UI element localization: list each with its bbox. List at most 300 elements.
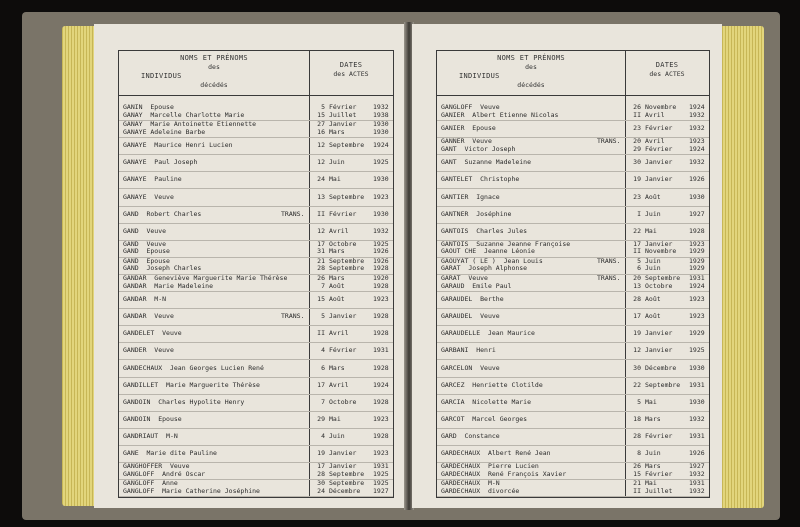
date-year: 1930: [373, 120, 389, 129]
date-year: 1932: [689, 469, 705, 478]
date-month: Mai: [329, 414, 341, 423]
date-day: II: [633, 247, 641, 256]
date-day: 24: [317, 486, 325, 495]
date-day: 5: [321, 103, 325, 111]
register-row: [119, 325, 393, 343]
person-name: GARDECHAUX Pierre Lucien: [441, 462, 539, 471]
person-name: GANDECHAUX Jean Georges Lucien René: [123, 363, 264, 372]
date-day: 8: [637, 449, 641, 457]
date-year: 1925: [373, 158, 389, 167]
register-row: [119, 445, 393, 463]
register-row: [437, 206, 709, 224]
register-row: [437, 479, 709, 497]
left-page: [94, 24, 406, 508]
date-day: 30: [633, 363, 641, 372]
date-day: 5: [321, 312, 325, 321]
person-name: GANGLOFF Marie Catherine Joséphine: [123, 486, 260, 495]
date-day: 15: [633, 469, 641, 478]
date-year: 1928: [373, 363, 389, 372]
person-name: GAND Veuve: [123, 226, 167, 235]
register-row: [437, 411, 709, 429]
date-day: 12: [317, 158, 325, 167]
person-name: GANTIER Ignace: [441, 192, 500, 201]
register-row: [437, 308, 709, 326]
date-year: 1923: [373, 449, 389, 457]
person-name: GANIER Albert Etienne Nicolas: [441, 110, 559, 119]
dates-header: [309, 61, 393, 79]
register-row: [119, 377, 393, 395]
date-day: II: [317, 209, 325, 218]
trans-note: TRANS.: [281, 209, 305, 218]
date-year: 1938: [373, 110, 389, 119]
date-month: Février: [645, 469, 673, 478]
date-month: Juin: [645, 256, 661, 265]
date-year: 1925: [689, 346, 705, 355]
date-day: 30: [633, 158, 641, 167]
person-name: GANAYE Veuve: [123, 192, 174, 201]
date-day: 6: [321, 363, 325, 372]
register-row: [437, 360, 709, 378]
date-month: Avril: [645, 137, 665, 146]
date-day: 28: [317, 469, 325, 478]
register-row: [119, 206, 393, 224]
date-month: Novembre: [645, 247, 677, 256]
date-day: 13: [317, 192, 325, 201]
date-year: 1931: [689, 380, 705, 389]
date-month: Juillet: [329, 110, 357, 119]
date-month: Décembre: [645, 363, 677, 372]
date-month: Février: [645, 124, 673, 133]
date-month: Février: [645, 431, 673, 440]
dates-title: DATES: [339, 61, 363, 69]
date-month: Mai: [645, 479, 657, 488]
person-name: GARAT Joseph Alphonse: [441, 264, 528, 273]
date-year: 1926: [373, 256, 389, 265]
date-day: 17: [633, 312, 641, 321]
date-month: Mars: [329, 247, 345, 256]
date-month: Février: [645, 144, 673, 153]
date-day: 7: [321, 281, 325, 290]
register-row: [119, 223, 393, 241]
date-year: 1923: [689, 239, 705, 248]
date-month: Août: [645, 312, 661, 321]
date-year: 1931: [373, 346, 389, 355]
date-year: 1932: [689, 486, 705, 495]
date-year: 1931: [689, 431, 705, 440]
date-day: 12: [317, 141, 325, 150]
person-name: GANTOIS Charles Jules: [441, 226, 528, 235]
person-name: GANDILLET Marie Marguerite Thérèse: [123, 380, 260, 389]
person-name: GANAY Marcelle Charlotte Marie: [123, 110, 245, 119]
person-name: GARCEZ Henriette Clotilde: [441, 380, 543, 389]
date-year: 1932: [689, 110, 705, 119]
date-month: Mars: [329, 127, 345, 136]
date-day: II: [633, 110, 641, 119]
date-day: 6: [637, 264, 641, 273]
names-title: NOMS ET PRÉNOMS: [180, 54, 248, 62]
person-name: GANTELET Christophe: [441, 175, 520, 184]
date-month: Juin: [329, 431, 345, 440]
register-row: [119, 103, 393, 121]
date-year: 1927: [373, 486, 389, 495]
register-row: [437, 377, 709, 395]
register-row: [437, 445, 709, 463]
date-month: Janvier: [329, 312, 357, 321]
register-row: [119, 137, 393, 155]
register-row: [119, 479, 393, 497]
person-name: GARDECHAUX M-N: [441, 479, 500, 488]
date-day: 5: [637, 256, 641, 265]
date-year: 1928: [373, 431, 389, 440]
person-name: GAOUYAT ( LE ) Jean Louis: [441, 256, 543, 265]
register-row: [437, 189, 709, 207]
date-day: 19: [633, 329, 641, 338]
date-day: 30: [317, 479, 325, 488]
date-day: 16: [317, 127, 325, 136]
date-year: 1923: [373, 295, 389, 304]
date-year: 1924: [689, 281, 705, 290]
date-month: Février: [329, 103, 357, 111]
date-day: 12: [633, 346, 641, 355]
person-name: GANDER Veuve: [123, 346, 174, 355]
date-day: 21: [317, 256, 325, 265]
person-name: GANAYE Paul Joseph: [123, 158, 198, 167]
date-year: 1932: [373, 103, 389, 111]
person-name: GANAYE Adeleine Barbe: [123, 127, 206, 136]
header-divider: [119, 95, 393, 96]
person-name: GAND Epouse: [123, 247, 170, 256]
date-day: 20: [633, 137, 641, 146]
person-name: GANGHOFFER Veuve: [123, 462, 190, 471]
date-day: 19: [633, 175, 641, 184]
date-day: 31: [317, 247, 325, 256]
date-day: 23: [633, 124, 641, 133]
date-day: II: [633, 486, 641, 495]
individus-label: INDIVIDUS: [141, 72, 182, 80]
register-row: [437, 291, 709, 309]
date-day: 17: [317, 239, 325, 248]
person-name: GAND Epouse: [123, 256, 170, 265]
register-row: [119, 428, 393, 446]
date-year: 1932: [689, 414, 705, 423]
date-month: Avril: [329, 380, 349, 389]
person-name: GARAUDEL Berthe: [441, 295, 504, 304]
date-day: 4: [321, 431, 325, 440]
register-row: [437, 120, 709, 138]
person-name: GARAUDELLE Jean Maurice: [441, 329, 535, 338]
date-month: Septembre: [329, 264, 365, 273]
date-year: 1923: [373, 414, 389, 423]
date-year: 1930: [373, 127, 389, 136]
left-page-edges: [62, 26, 96, 506]
date-year: 1928: [373, 264, 389, 273]
decedes-label: décédés: [200, 81, 228, 89]
date-year: 1931: [689, 479, 705, 488]
trans-note: TRANS.: [281, 312, 305, 321]
date-day: 15: [317, 295, 325, 304]
date-month: Janvier: [645, 329, 673, 338]
person-name: GARD Constance: [441, 431, 500, 440]
register-row: [437, 223, 709, 241]
date-month: Janvier: [645, 158, 673, 167]
trans-note: TRANS.: [597, 274, 621, 282]
date-month: Juin: [645, 209, 661, 218]
date-year: 1927: [689, 462, 705, 471]
date-day: 28: [317, 264, 325, 273]
date-year: 1926: [689, 449, 705, 457]
date-year: 1926: [689, 175, 705, 184]
date-month: Janvier: [329, 120, 357, 129]
date-year: 1923: [689, 312, 705, 321]
date-month: Avril: [329, 226, 349, 235]
date-month: Février: [329, 346, 357, 355]
register-row: [437, 428, 709, 446]
date-month: Août: [329, 281, 345, 290]
date-year: 1930: [689, 363, 705, 372]
date-month: Mars: [645, 462, 661, 471]
register-row: [119, 154, 393, 172]
person-name: GANT Suzanne Madeleine: [441, 158, 532, 167]
person-name: GANDRIAUT M-N: [123, 431, 178, 440]
person-name: GANGLOFF Veuve: [441, 103, 500, 111]
date-month: Septembre: [645, 380, 681, 389]
register-row: [119, 411, 393, 429]
date-month: Décembre: [329, 486, 361, 495]
date-day: 23: [633, 192, 641, 201]
person-name: GANDAR Geneviève Marguerite Marie Thérèse: [123, 274, 288, 282]
person-name: GARAUD Emile Paul: [441, 281, 512, 290]
person-name: GARAT Veuve: [441, 274, 488, 282]
register-row: [119, 120, 393, 138]
person-name: GARDECHAUX René François Xavier: [441, 469, 567, 478]
date-year: 1931: [689, 274, 705, 282]
date-day: 26: [633, 462, 641, 471]
date-day: 13: [633, 281, 641, 290]
date-day: 27: [317, 120, 325, 129]
person-name: GARCIA Nicolette Marie: [441, 397, 532, 406]
date-year: 1925: [373, 469, 389, 478]
person-name: GANGLOFF André Oscar: [123, 469, 206, 478]
date-year: 1929: [689, 264, 705, 273]
date-month: Août: [329, 295, 345, 304]
register-row: [119, 462, 393, 480]
person-name: GANAY Marie Antoinette Etiennette: [123, 120, 257, 129]
person-name: GARBANI Henri: [441, 346, 496, 355]
date-day: 5: [637, 397, 641, 406]
person-name: GARCELON Veuve: [441, 363, 500, 372]
date-year: 1924: [689, 103, 705, 111]
date-month: Janvier: [329, 449, 357, 457]
des-actes-label: des ACTES: [333, 70, 369, 78]
date-month: Septembre: [329, 469, 365, 478]
register-row: [119, 394, 393, 412]
register-row: [437, 342, 709, 360]
person-name: GARCOT Marcel Georges: [441, 414, 528, 423]
left-register-table: [118, 50, 394, 498]
names-des: des: [525, 63, 537, 71]
decedes-label: décédés: [517, 81, 545, 89]
date-year: 1932: [373, 226, 389, 235]
person-name: GANDAR M-N: [123, 295, 167, 304]
date-year: 1928: [373, 397, 389, 406]
date-year: 1926: [373, 247, 389, 256]
header-divider: [437, 95, 709, 96]
person-name: GANGLOFF Anne: [123, 479, 178, 488]
register-row: [119, 360, 393, 378]
names-title: NOMS ET PRÉNOMS: [497, 54, 565, 62]
person-name: GANAYE Maurice Henri Lucien: [123, 141, 233, 150]
person-name: GAND Robert Charles: [123, 209, 202, 218]
person-name: GAND Joseph Charles: [123, 264, 202, 273]
person-name: GANDAR Veuve: [123, 312, 174, 321]
names-header: [437, 54, 625, 90]
date-year: 1920: [373, 274, 389, 282]
date-month: Octobre: [329, 397, 357, 406]
date-year: 1925: [373, 479, 389, 488]
right-page: [412, 24, 722, 508]
trans-note: TRANS.: [597, 256, 621, 265]
register-row: [437, 137, 709, 155]
date-day: 26: [633, 103, 641, 111]
date-month: Janvier: [329, 462, 357, 471]
date-day: 18: [633, 414, 641, 423]
right-page-edges: [720, 26, 764, 508]
date-year: 1923: [373, 192, 389, 201]
register-row: [437, 274, 709, 292]
date-month: Juillet: [645, 486, 673, 495]
register-row: [437, 325, 709, 343]
person-name: GARAUDEL Veuve: [441, 312, 500, 321]
date-year: 1929: [689, 329, 705, 338]
date-month: Mai: [329, 175, 341, 184]
date-day: 28: [633, 431, 641, 440]
register-row: [119, 308, 393, 326]
date-day: 21: [633, 479, 641, 488]
date-day: 22: [633, 226, 641, 235]
date-month: Septembre: [329, 192, 365, 201]
date-month: Avril: [645, 110, 665, 119]
date-day: 29: [317, 414, 325, 423]
date-year: 1929: [689, 247, 705, 256]
date-month: Juin: [645, 449, 661, 457]
person-name: GANE Marie dite Pauline: [123, 449, 217, 457]
date-month: Mai: [645, 226, 657, 235]
date-year: 1924: [689, 144, 705, 153]
dates-title: DATES: [655, 61, 679, 69]
date-day: 17: [633, 239, 641, 248]
date-year: 1932: [689, 158, 705, 167]
person-name: GANDAR Marie Madeleine: [123, 281, 214, 290]
date-month: Septembre: [645, 274, 681, 282]
person-name: GAOUT CHE Jeanne Léonie: [441, 247, 535, 256]
date-day: 4: [321, 346, 325, 355]
person-name: GANDOIN Charles Hypolite Henry: [123, 397, 245, 406]
person-name: GARDECHAUX Albert René Jean: [441, 449, 551, 457]
names-header: [119, 54, 309, 90]
dates-header: [625, 61, 709, 79]
date-month: Août: [645, 295, 661, 304]
date-day: 29: [633, 144, 641, 153]
date-year: 1928: [373, 329, 389, 338]
person-name: GANTNER Joséphine: [441, 209, 512, 218]
date-year: 1927: [689, 209, 705, 218]
date-month: Février: [329, 209, 357, 218]
date-month: Mars: [645, 414, 661, 423]
register-row: [119, 342, 393, 360]
person-name: GANTOIS Suzanne Jeanne Françoise: [441, 239, 571, 248]
person-name: GANIER Epouse: [441, 124, 496, 133]
register-row: [437, 462, 709, 480]
register-row: [437, 171, 709, 189]
date-year: 1929: [689, 256, 705, 265]
person-name: GANT Victor Joseph: [441, 144, 516, 153]
register-row: [119, 291, 393, 309]
date-year: 1931: [373, 462, 389, 471]
register-row: [437, 257, 709, 275]
date-month: Septembre: [329, 256, 365, 265]
date-day: 7: [321, 397, 325, 406]
date-month: Août: [645, 192, 661, 201]
date-month: Juin: [329, 158, 345, 167]
trans-note: TRANS.: [597, 137, 621, 146]
date-year: 1923: [689, 295, 705, 304]
date-month: Septembre: [329, 479, 365, 488]
date-day: 19: [317, 449, 325, 457]
register-row: [119, 257, 393, 275]
date-day: 17: [317, 380, 325, 389]
person-name: GANDOIN Epouse: [123, 414, 182, 423]
date-year: 1930: [373, 175, 389, 184]
date-year: 1932: [689, 124, 705, 133]
date-month: Novembre: [645, 103, 677, 111]
date-year: 1930: [689, 397, 705, 406]
date-day: 20: [633, 274, 641, 282]
date-month: Mars: [329, 363, 345, 372]
register-row: [119, 189, 393, 207]
register-row: [437, 154, 709, 172]
date-month: Mars: [329, 274, 345, 282]
date-year: 1923: [689, 137, 705, 146]
date-day: 12: [317, 226, 325, 235]
register-row: [437, 394, 709, 412]
person-name: GANNER Veuve: [441, 137, 492, 146]
date-year: 1928: [689, 226, 705, 235]
person-name: GANIN Epouse: [123, 103, 174, 111]
date-month: Janvier: [645, 346, 673, 355]
person-name: GANAYE Pauline: [123, 175, 182, 184]
date-year: 1924: [373, 141, 389, 150]
date-year: 1925: [373, 239, 389, 248]
date-month: Octobre: [329, 239, 357, 248]
date-day: 24: [317, 175, 325, 184]
right-register-table: [436, 50, 710, 498]
date-month: Mai: [645, 397, 657, 406]
date-day: 22: [633, 380, 641, 389]
date-year: 1930: [373, 209, 389, 218]
des-actes-label: des ACTES: [649, 70, 685, 78]
date-month: Septembre: [329, 141, 365, 150]
register-row: [119, 274, 393, 292]
date-month: Janvier: [645, 175, 673, 184]
person-name: GAND Veuve: [123, 239, 167, 248]
date-year: 1928: [373, 281, 389, 290]
date-month: Avril: [329, 329, 349, 338]
names-des: des: [208, 63, 220, 71]
date-day: 15: [317, 110, 325, 119]
date-day: I: [637, 209, 641, 218]
date-year: 1924: [373, 380, 389, 389]
register-row: [119, 240, 393, 258]
